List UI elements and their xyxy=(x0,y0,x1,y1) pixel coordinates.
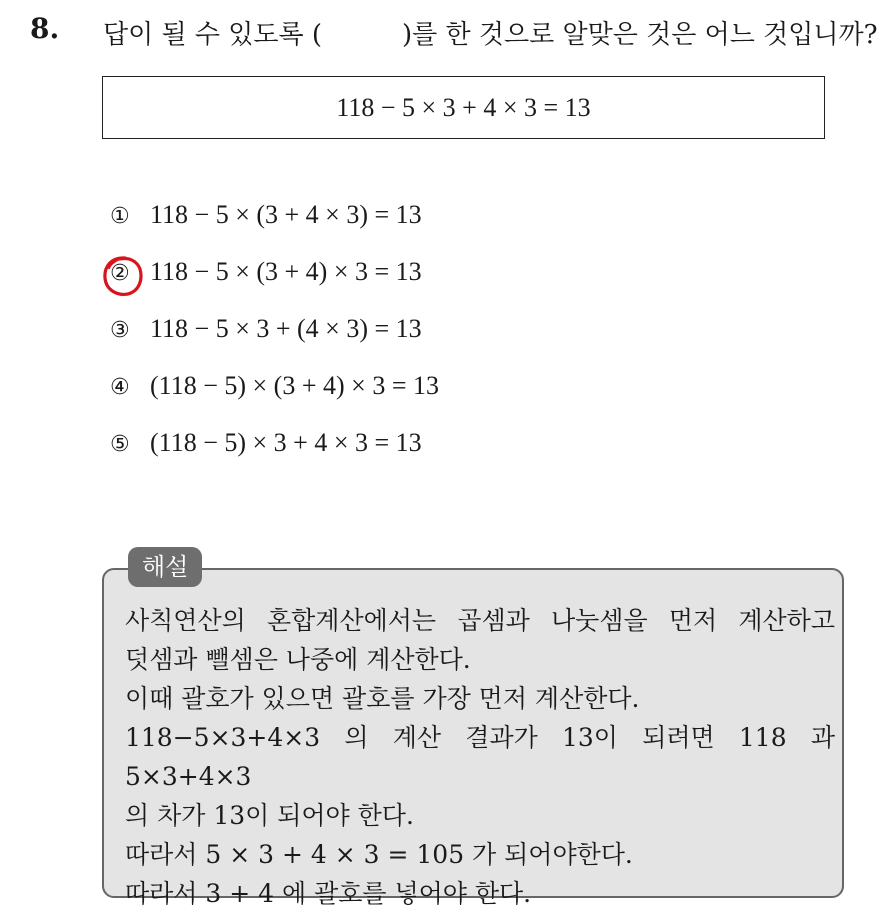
equation-text: 118 − 5 × 3 + 4 × 3 = 13 xyxy=(336,92,591,122)
choice-expression: (118 − 5) × (3 + 4) × 3 = 13 xyxy=(150,371,439,400)
solution-line: 이때 괄호가 있으면 괄호를 가장 먼저 계산한다. xyxy=(125,684,640,713)
selected-answer-circle xyxy=(101,254,145,298)
solution-tag: 해설 xyxy=(128,547,202,587)
choice-5[interactable] xyxy=(110,428,422,458)
solution-text xyxy=(125,601,835,913)
solution-line: 따라서 5 × 3 + 4 × 3 = 105 가 되어야한다. xyxy=(125,840,633,869)
choice-expression: 118 − 5 × 3 + (4 × 3) = 13 xyxy=(150,314,422,343)
choice-expression: (118 − 5) × 3 + 4 × 3 = 13 xyxy=(150,428,422,457)
solution-line: 118−5×3+4×3 의 계산 결과가 13이 되려면 118 과 5×3+4×3 xyxy=(125,723,835,791)
solution-line: 덧셈과 뺄셈은 나중에 계산한다. xyxy=(125,645,471,674)
question-text-after-blank: )를 한 것으로 알맞은 것은 어느 것입니까? xyxy=(402,20,878,50)
choice-mark: ④ xyxy=(110,375,130,400)
choice-expression: 118 − 5 × (3 + 4) × 3 = 13 xyxy=(150,257,422,286)
solution-line: 따라서 3 + 4 에 괄호를 넣어야 한다. xyxy=(125,879,532,908)
choice-expression: 118 − 5 × (3 + 4 × 3) = 13 xyxy=(150,200,422,229)
choice-3[interactable] xyxy=(110,314,422,344)
question-text xyxy=(103,14,878,51)
choice-2[interactable] xyxy=(110,257,422,287)
choice-mark: ⑤ xyxy=(110,432,130,457)
choice-1[interactable] xyxy=(110,200,422,230)
choice-mark: ③ xyxy=(110,318,130,343)
choice-4[interactable] xyxy=(110,371,439,401)
question-number: 8. xyxy=(30,12,60,45)
question-text-before-blank: 답이 될 수 있도록 ( xyxy=(103,20,323,50)
solution-line: 사칙연산의 혼합계산에서는 곱셈과 나눗셈을 먼저 계산하고 xyxy=(125,606,835,635)
solution-line: 의 차가 13이 되어야 한다. xyxy=(125,801,414,830)
choice-mark: ① xyxy=(110,204,130,229)
equation-box xyxy=(102,76,825,139)
choice-mark: ② xyxy=(110,261,130,286)
